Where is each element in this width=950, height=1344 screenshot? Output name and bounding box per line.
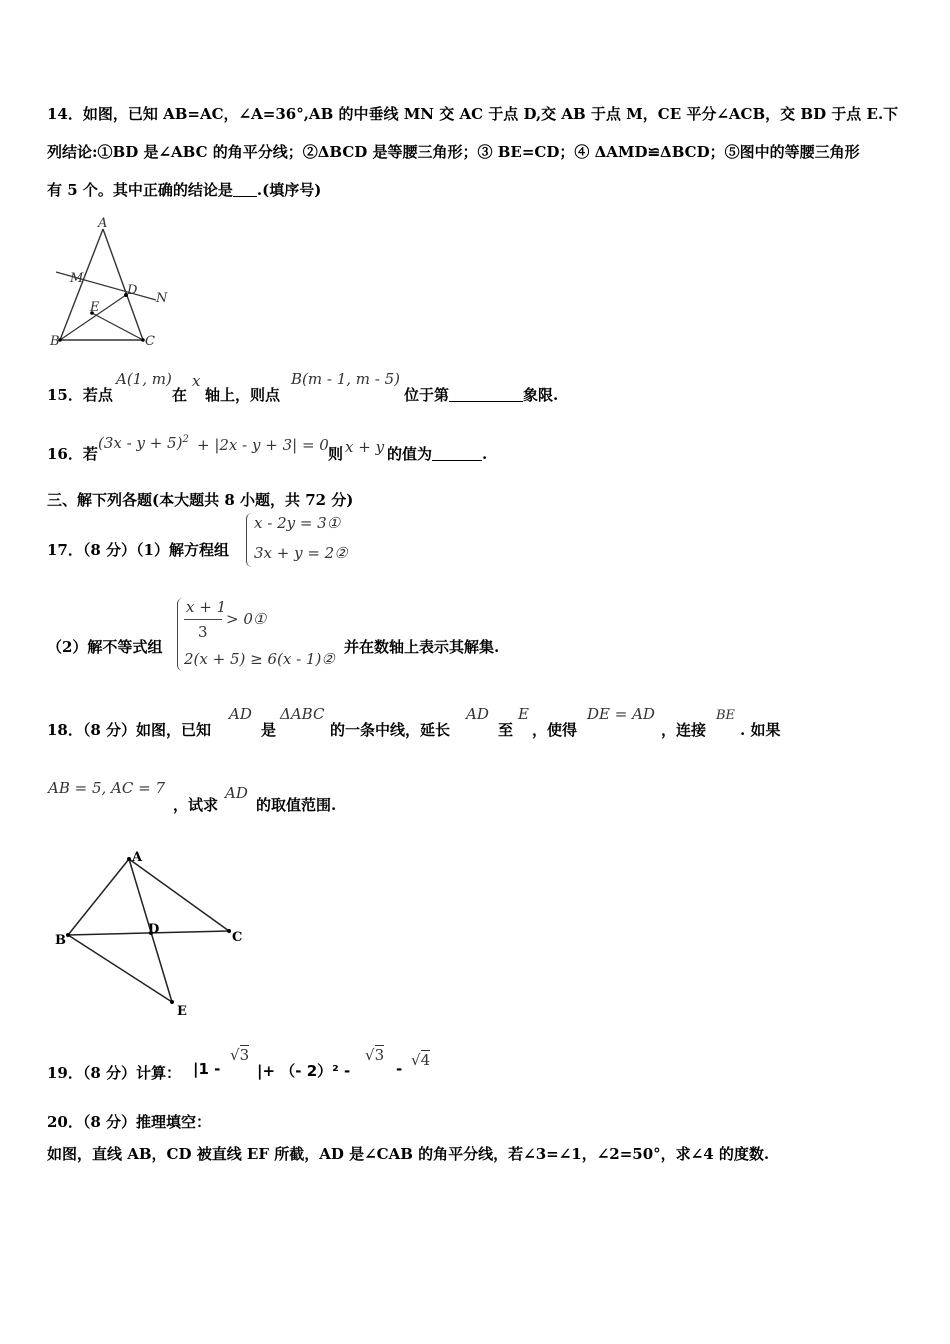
- q15-text2: 轴上，则点: [205, 386, 281, 404]
- label-n: N: [156, 291, 168, 306]
- q18-given-lengths: AB = 5, AC = 7: [48, 779, 165, 797]
- label-a: A: [132, 850, 143, 865]
- q14-figure: [48, 212, 178, 352]
- q17-inequality-brace: [177, 598, 183, 671]
- q19-sqrt3-b: √3: [365, 1046, 385, 1064]
- label-b: B: [55, 933, 66, 948]
- label-b: B: [50, 334, 60, 349]
- label-a: A: [98, 216, 108, 231]
- q15-axis: x: [192, 372, 201, 390]
- label-d: D: [148, 922, 160, 937]
- q18-number: 18．（8 分）如图，已知: [47, 721, 212, 739]
- q18-line2-text2: 的取值范围.: [256, 796, 337, 814]
- q18-ad: AD: [229, 705, 252, 723]
- label-e: E: [177, 1004, 187, 1019]
- q18-triangle: ΔABC: [280, 705, 325, 723]
- point-e: [170, 1000, 174, 1004]
- q17-equation-2: 3x + y = 2②: [254, 544, 348, 562]
- q17-part2-tail: 并在数轴上表示其解集.: [344, 638, 500, 656]
- q18-text2: 的一条中线，延长: [330, 721, 451, 739]
- q18-be: BE: [716, 708, 736, 723]
- segment-ab: [68, 859, 129, 935]
- q19-part3: -: [396, 1060, 403, 1078]
- label-d: D: [127, 283, 138, 298]
- q18-line2-ad: AD: [225, 784, 248, 802]
- q16-text1: 则: [328, 445, 344, 463]
- point-b: [66, 933, 70, 937]
- q15-text3: 位于第 象限.: [404, 386, 559, 404]
- q18-text4: ，使得: [532, 721, 578, 739]
- q19-part2: |+ （- 2）² -: [257, 1062, 351, 1080]
- q16-number: 16．若: [47, 445, 98, 463]
- q16-expr2: + |2x - y + 3| = 0,: [197, 436, 334, 454]
- q17-part2-label: （2）解不等式组: [47, 638, 163, 656]
- q16-expr1: $(3x - y + 5)^2$: [98, 434, 189, 452]
- q18-condition: DE = AD: [587, 705, 655, 723]
- q17-system-brace: [246, 513, 252, 567]
- q18-text6: . 如果: [740, 721, 781, 739]
- q17-ineq1-numerator: x + 1: [186, 598, 227, 616]
- q15-number: 15．若点: [47, 386, 113, 404]
- q14-line3: 有 5 个。其中正确的结论是 .(填序号): [47, 181, 322, 199]
- q17-fraction-bar: [184, 619, 222, 620]
- q19-part1: |1 -: [193, 1060, 221, 1078]
- answer-blank-14[interactable]: [233, 182, 257, 197]
- q18-text5: ，连接: [661, 721, 707, 739]
- q18-line2-text1: ，试求: [173, 796, 219, 814]
- q16-expr3: x + y: [345, 438, 385, 456]
- q18-figure: [52, 845, 252, 1020]
- label-c: C: [232, 930, 243, 945]
- section-3-title: 三、解下列各题(本大题共 8 小题，共 72 分): [47, 491, 354, 509]
- q17-ineq1-denominator: 3: [198, 623, 208, 641]
- q18-text3: 至: [498, 721, 514, 739]
- q18-ad-2: AD: [466, 705, 489, 723]
- q15-point-b: B(m - 1, m - 5): [291, 370, 401, 388]
- point-a: [127, 857, 131, 861]
- q15-text1: 在: [172, 386, 188, 404]
- answer-blank-15[interactable]: [449, 387, 523, 402]
- q18-e: E: [518, 705, 529, 723]
- q20-number: 20．（8 分）推理填空：: [47, 1113, 212, 1131]
- point-c: [227, 929, 231, 933]
- q19-sqrt3-a: √3: [230, 1046, 250, 1064]
- q17-ineq2: 2(x + 5) ≥ 6(x - 1)②: [184, 650, 335, 668]
- q18-text1: 是: [261, 721, 277, 739]
- segment-be: [68, 935, 172, 1002]
- q14-line1: 14．如图，已知 AB=AC，∠A=36°,AB 的中垂线 MN 交 AC 于点 D,交 AB 于点 M，CE 平分∠ACB，交 BD 于点 E.下: [47, 105, 899, 123]
- label-c: C: [145, 334, 155, 349]
- label-e: E: [90, 300, 100, 315]
- segment-ac: [129, 859, 229, 931]
- label-m: M: [70, 271, 84, 286]
- q16-text2: 的值为 .: [387, 445, 488, 463]
- q17-ineq1-rhs: > 0①: [226, 610, 267, 628]
- q20-body: 如图，直线 AB，CD 被直线 EF 所截，AD 是∠CAB 的角平分线，若∠3=∠1，∠2=50°，求∠4 的度数.: [47, 1145, 770, 1163]
- q19-number: 19．（8 分）计算：: [47, 1064, 182, 1082]
- q14-line2: 列结论:①BD 是∠ABC 的角平分线；②ΔBCD 是等腰三角形；③ BE=CD；④ ΔAMD≌ΔBCD；⑤图中的等腰三角形: [47, 143, 860, 161]
- q17-part1-label: 17．（8 分）（1）解方程组: [47, 541, 229, 559]
- q15-point-a: A(1, m): [116, 370, 172, 388]
- q19-sqrt4: √4: [411, 1051, 431, 1069]
- q17-equation-1: x - 2y = 3①: [254, 514, 341, 532]
- answer-blank-16[interactable]: [432, 446, 482, 461]
